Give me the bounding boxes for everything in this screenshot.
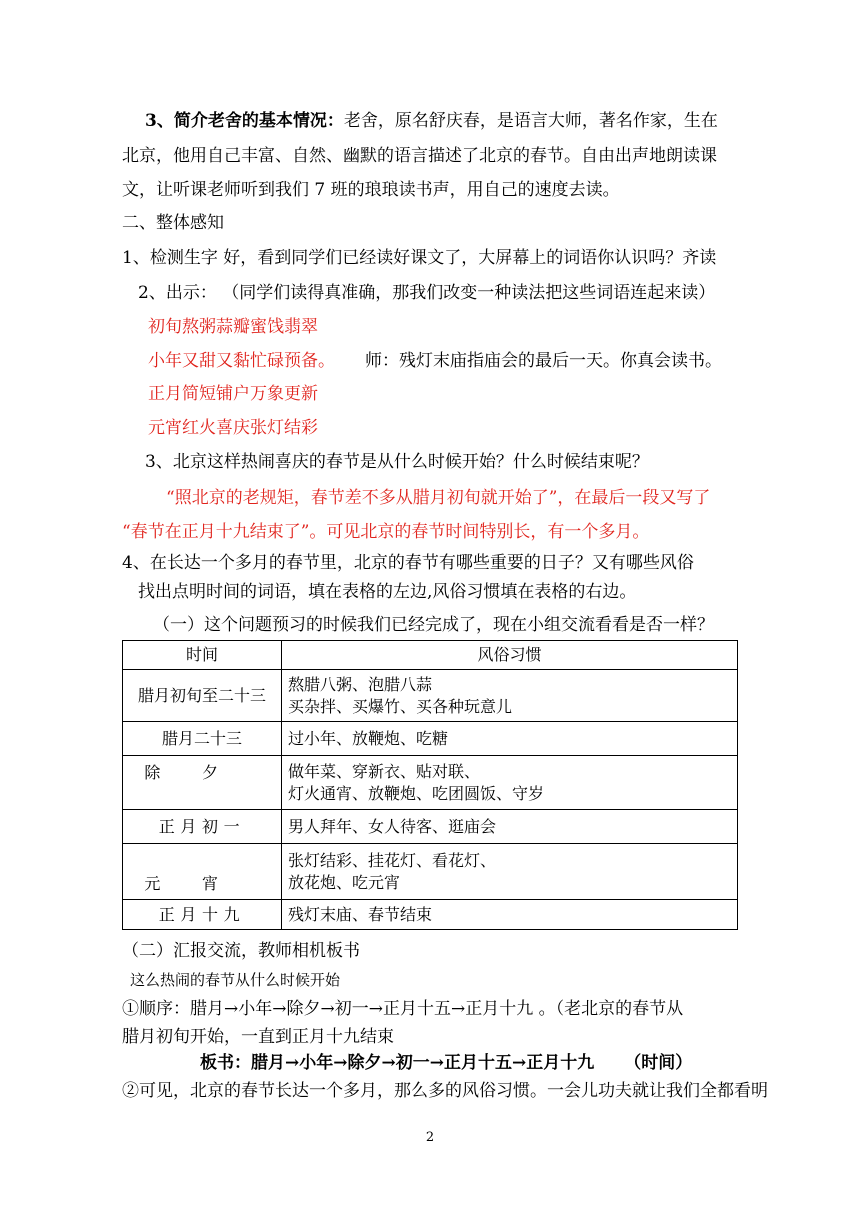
item-4-line-2: 找出点明时间的词语，填在表格的左边,风俗习惯填在表格的右边。 [138, 582, 637, 602]
intro-line-2: 北京，他用自己丰富、自然、幽默的语言描述了北京的春节。自由出声地朗读课 [122, 146, 717, 166]
intro-line-1 [145, 110, 718, 132]
section-heading: 二、整体感知 [122, 213, 224, 233]
custom-line: 灯火通宵、放鞭炮、吃团圆饭、守岁 [288, 783, 545, 803]
sub-section-1: （一）这个问题预习的时候我们已经完成了，现在小组交流看看是否一样？ [153, 615, 714, 635]
answer-3-line-1: “照北京的老规矩，春节差不多从腊月初旬就开始了”，在最后一段又写了 [166, 488, 711, 508]
time-cell: 腊月二十三 [123, 722, 282, 756]
question: 这么热闹的春节从什么时候开始 [130, 971, 341, 989]
custom-line: 买杂拌、买爆竹、买各种玩意儿 [288, 696, 513, 716]
header-custom: 风俗习惯 [282, 641, 738, 670]
custom-cell [282, 844, 738, 900]
custom-cell [282, 670, 738, 722]
intro-label: 3、简介老舍的基本情况： [145, 111, 344, 131]
item-4-line-1: 4、在长达一个多月的春节里，北京的春节有哪些重要的日子？又有哪些风俗 [122, 553, 694, 573]
board-writing [200, 1052, 692, 1074]
table-row [123, 810, 738, 844]
table-row [123, 670, 738, 722]
item-3: 3、北京这样热闹喜庆的春节是从什么时候开始？什么时候结束呢？ [145, 452, 649, 472]
custom-line: 熬腊八粥、泡腊八蒜 [288, 674, 433, 694]
word-row-4: 元宵红火喜庆张灯结彩 [148, 418, 318, 438]
visible-line: ②可见，北京的春节长达一个多月，那么多的风俗习惯。一会儿功夫就让我们全都看明 [122, 1081, 768, 1101]
word-row-2-words: 小年又甜又黏忙碌预备。 [148, 351, 335, 371]
table-row [123, 844, 738, 900]
time-cell: 元宵 [123, 844, 282, 900]
table-row [123, 900, 738, 930]
board-tag: （时间） [624, 1053, 693, 1073]
word-row-2 [148, 350, 722, 372]
custom-line: 做年菜、穿新衣、贴对联、 [288, 761, 481, 781]
order-line-1: ①顺序：腊月→小年→除夕→初一→正月十五→正月十九 。（老北京的春节从 [122, 999, 684, 1019]
table-row [123, 722, 738, 756]
custom-cell [282, 756, 738, 810]
custom-line: 张灯结彩、挂花灯、看花灯、 [288, 850, 497, 870]
custom-cell: 残灯末庙、春节结束 [282, 900, 738, 930]
item-1: 1、检测生字 好，看到同学们已经读好课文了，大屏幕上的词语你认识吗？齐读 [122, 248, 717, 268]
custom-cell: 过小年、放鞭炮、吃糖 [282, 722, 738, 756]
time-cell: 正月十九 [123, 900, 282, 930]
intro-text-1: 老舍，原名舒庆春，是语言大师，著名作家，生在 [343, 111, 718, 131]
table-header-row [123, 641, 738, 670]
time-cell: 正月初一 [123, 810, 282, 844]
custom-cell: 男人拜年、女人待客、逛庙会 [282, 810, 738, 844]
word-row-3: 正月简短铺户万象更新 [148, 384, 318, 404]
customs-table [122, 640, 738, 930]
header-time: 时间 [123, 641, 282, 670]
intro-line-3: 文，让听课老师听到我们 7 班的琅琅读书声，用自己的速度去读。 [122, 180, 620, 200]
order-line-2: 腊月初旬开始，一直到正月十九结束 [122, 1027, 394, 1047]
time-cell: 腊月初旬至二十三 [123, 670, 282, 722]
board-text: 板书：腊月→小年→除夕→初一→正月十五→正月十九 [200, 1053, 595, 1073]
answer-3-line-2: “春节在正月十九结束了”。可见北京的春节时间特别长，有一个多月。 [122, 522, 650, 542]
page-number: 2 [425, 1130, 435, 1145]
table-row [123, 756, 738, 810]
item-2: 2、出示： （同学们读得真准确，那我们改变一种读法把这些词语连起来读） [138, 283, 716, 303]
time-cell: 除夕 [123, 756, 282, 810]
sub-section-2: （二）汇报交流，教师相机板书 [122, 941, 360, 961]
word-row-1: 初旬熬粥蒜瓣蜜饯翡翠 [148, 317, 318, 337]
teacher-note: 师：残灯末庙指庙会的最后一天。你真会读书。 [365, 351, 722, 371]
custom-line: 放花炮、吃元宵 [288, 872, 401, 892]
